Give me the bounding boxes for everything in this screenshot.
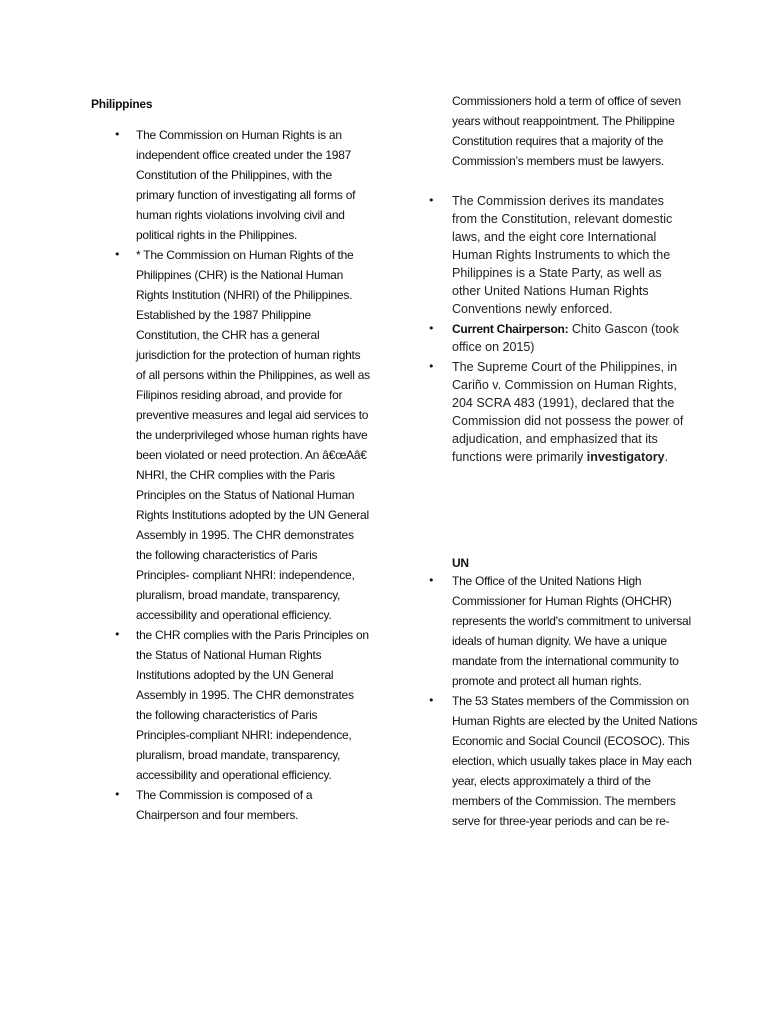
list-item-text [452, 358, 684, 466]
list-item [114, 785, 374, 825]
chairperson-label: Current Chairperson: [452, 322, 569, 336]
section-heading-un: UN [452, 556, 469, 570]
list-item [428, 358, 688, 466]
list-item-text: The Commission on Human Rights is an independent office created under the 1987 Constitution of the Philippines, with the primary function of investigating all forms of human rights violations involving civil and political rights in the Philippines. [136, 128, 356, 242]
list-item-text [452, 320, 684, 356]
list-item [428, 691, 698, 831]
continuation-paragraph: Commissioners hold a term of office of seven years without reappointment. The Philippine Constitution requires that a majority of the Commission’s members must be lawyers. [452, 94, 681, 168]
bullet-icon: • [114, 128, 121, 141]
chr-details-bullet-list [428, 192, 688, 468]
bullet-icon: • [114, 628, 121, 641]
list-item [428, 571, 698, 691]
section-heading-philippines: Philippines [91, 97, 153, 111]
investigatory-emphasis: investigatory [586, 450, 665, 464]
un-bullet-list [428, 571, 698, 831]
supreme-court-text: The Supreme Court of the Philippines, in Cariño v. Commission on Human Rights, 204 SCRA 483 (1991), declared that the Commission did not possess the power of adjudication, and emphasized that its functions were primarily [452, 360, 684, 464]
sentence-end: . [664, 450, 669, 464]
list-item-text: The Office of the United Nations High Commissioner for Human Rights (OHCHR) represents the world's commitment to universal ideals of human dignity. We have a unique mandate from the international community to promote and protect all human rights. [452, 574, 691, 688]
bullet-icon: • [114, 788, 121, 801]
bullet-icon: • [428, 360, 435, 373]
bullet-icon: • [428, 574, 435, 587]
list-item-text: the CHR complies with the Paris Principles on the Status of National Human Rights Institutions adopted by the UN General Assembly in 1995. The CHR demonstrates the following characteristics of Paris Principles-compliant NHRI: independence, pluralism, broad mandate, transparency, accessibility and operational efficiency. [136, 628, 369, 782]
list-item-text: The Commission is composed of a Chairperson and four members. [136, 788, 313, 822]
list-item-text: The 53 States members of the Commission on Human Rights are elected by the United Nations Economic and Social Council (ECOSOC). This election, which usually takes place in May each year, elects approximately a third of the members of the Commission. The members serve for three-year periods and can be re- [452, 694, 698, 828]
chairperson-value: Chito Gascon (took office on 2015) [452, 322, 679, 354]
list-item [428, 320, 688, 356]
bullet-icon: • [428, 694, 435, 707]
list-item-text: The Commission derives its mandates from the Constitution, relevant domestic laws, and the eight core International Human Rights Instruments to which the Philippines is a State Party, as well as other United Nations Human Rights Conventions newly enforced. [452, 194, 673, 316]
list-item [114, 245, 374, 625]
bullet-icon: • [428, 194, 435, 207]
bullet-icon: • [114, 248, 121, 261]
philippines-bullet-list [114, 125, 374, 825]
list-item [428, 192, 688, 318]
list-item-text: * The Commission on Human Rights of the Philippines (CHR) is the National Human Rights Institution (NHRI) of the Philippines. Established by the 1987 Philippine Constitution, the CHR has a general jurisdiction for the protection of human rights of all persons within the Philippines, as well as Filipinos residing abroad, and provide for preventive measures and legal aid services to the underprivileged whose human rights have been violated or need protection. An â€œAâ€ NHRI, the CHR complies with the Paris Principles on the Status of National Human Rights Institutions adopted by the UN General Assembly in 1995. The CHR demonstrates the following characteristics of Paris Principles- compliant NHRI: independence, pluralism, broad mandate, transparency, accessibility and operational efficiency. [136, 248, 370, 622]
list-item [114, 625, 374, 785]
list-item [114, 125, 374, 245]
bullet-icon: • [428, 322, 435, 335]
